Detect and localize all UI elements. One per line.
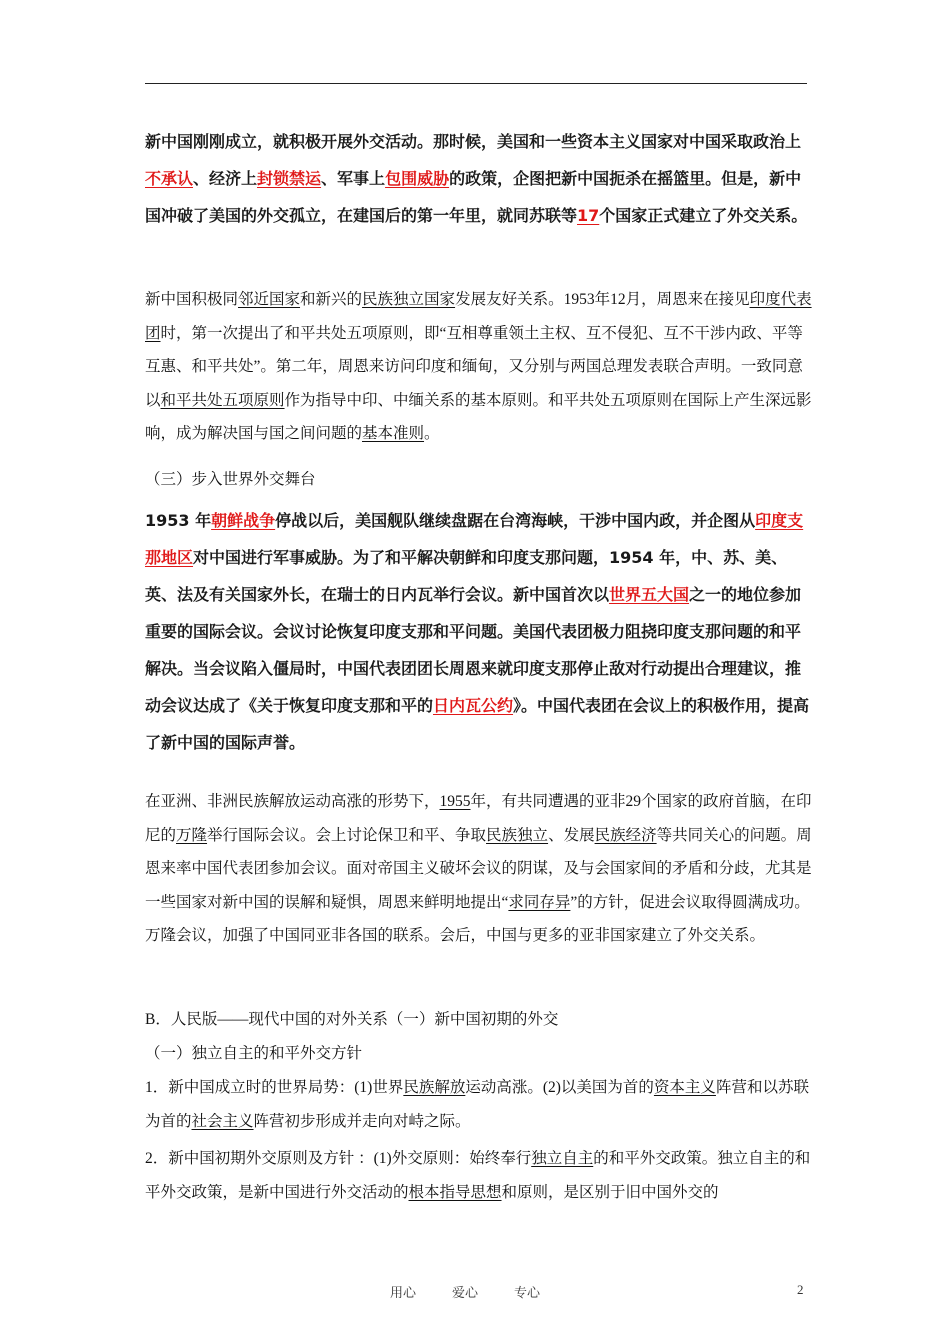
underlined-term: 民族独立国家 xyxy=(362,291,456,308)
text-run: 》。中国代表团在会议上的积极作用，提高了新中国的国际声誉。 xyxy=(145,696,810,752)
underlined-term: 民族独立 xyxy=(486,826,549,844)
keyword-blockade: 封锁禁运 xyxy=(257,169,322,188)
text-run: 停战以后，美国舰队继续盘踞在台湾海峡，干涉中国内政，并企图从 xyxy=(275,511,756,530)
section-b-title: B．人民版——现代中国的对外关系（一）新中国初期的外交 xyxy=(145,1011,559,1028)
text-run: 运动高涨。(2)以美国为首的 xyxy=(465,1079,654,1096)
underlined-term: 民族解放 xyxy=(403,1079,466,1096)
text-run: 1．新中国成立时的世界局势：(1)世界 xyxy=(145,1079,404,1096)
keyword-indochina: 印度支那地区 xyxy=(145,511,804,567)
footer-motto xyxy=(390,1282,576,1301)
keyword-17: 17 xyxy=(577,206,600,225)
text-run: 举行国际会议。会上讨论保卫和平、争取 xyxy=(207,826,487,844)
text-run: 。 xyxy=(424,425,440,442)
underlined-term: 资本主义 xyxy=(653,1079,716,1096)
header-rule xyxy=(145,83,807,84)
text-run: 和原则，是区别于旧中国外交的 xyxy=(501,1183,719,1201)
underlined-term: 社会主义 xyxy=(191,1112,254,1130)
underlined-term: 基本准则 xyxy=(362,425,425,442)
list-item-2 xyxy=(145,1142,815,1209)
text-run: 发展友好关系。1953年12月，周恩来在接见 xyxy=(455,291,750,308)
text-run: 之一的地位参加重要的国际会议。会议讨论恢复印度支那和平问题。美国代表团极力阻挠印度支那问题的和平解决。当会议陷入僵局时，中国代表团团长周恩来就印度支那停止敌对行动提出合理建议，推动会议达成了《关于恢复印度支那和平的 xyxy=(145,585,802,715)
keyword-geneva-accords: 日内瓦公约 xyxy=(433,696,514,715)
underlined-term: 根本指导思想 xyxy=(408,1183,502,1201)
text-run: 时，第一次提出了和平共处五项原则，即“互相尊重领土主权、互不侵犯、互不干涉内政、平等互惠、和平共处”。第二年，周恩来访问印度和缅甸，又分别与两国总理发表联合声明。一致同意以 xyxy=(145,324,803,409)
underlined-term: 求同存异 xyxy=(508,893,571,911)
underlined-term: 邻近国家 xyxy=(238,291,301,308)
underlined-term: 万隆 xyxy=(176,826,208,844)
keyword-korean-war: 朝鲜战争 xyxy=(211,511,276,530)
list-item-1 xyxy=(145,1071,815,1138)
section-heading-3: （三）步入世界外交舞台 xyxy=(145,471,316,488)
underlined-term: 独立自主 xyxy=(531,1150,594,1167)
text-run: 、发展 xyxy=(548,826,595,844)
page-number: 2 xyxy=(797,1282,804,1297)
footer-word: 专心 xyxy=(514,1285,541,1300)
footer-word: 用心 xyxy=(390,1285,417,1300)
text-run: 、经济上 xyxy=(193,169,258,188)
section-heading-1: （一）独立自主的和平外交方针 xyxy=(145,1045,363,1062)
text-run: 的政策，企图把新中国扼杀在摇篮里。但是，新中国冲破了美国的外交孤立，在建国后的第一年里，就同苏联等 xyxy=(145,169,802,225)
keyword-five-powers: 世界五大国 xyxy=(609,585,690,604)
text-run: 1953 年 xyxy=(145,511,212,530)
paragraph-diplomacy-start xyxy=(145,123,815,234)
underlined-term: 民族经济 xyxy=(594,826,657,844)
underlined-term: 1955 xyxy=(439,793,471,810)
text-run: 和新兴的 xyxy=(300,291,363,308)
text-run: 新中国刚刚成立，就积极开展外交活动。那时候，美国和一些资本主义国家对中国采取政治上 xyxy=(145,132,802,151)
paragraph-five-principles xyxy=(145,283,815,451)
text-run: 新中国积极同 xyxy=(145,291,239,308)
text-run: 在亚洲、非洲民族解放运动高涨的形势下， xyxy=(145,793,440,810)
text-run: 等共同关心的问题。周恩来率中国代表团参加会议。面对帝国主义破坏会议的阴谋，及与会国家间的矛盾和分歧，尤其是一些国家对新中国的误解和疑惧，周恩来鲜明地提出“ xyxy=(145,826,812,911)
text-run: 阵营和以苏联为首的 xyxy=(145,1079,809,1130)
keyword-not-recognize: 不承认 xyxy=(145,169,194,188)
text-run: 年，有共同遭遇的亚非29个国家的政府首脑，在印尼的 xyxy=(145,793,812,844)
underlined-term: 印度代表团 xyxy=(145,291,812,342)
paragraph-geneva xyxy=(145,502,815,761)
footer-word: 爱心 xyxy=(452,1285,479,1300)
text-run: 作为指导中印、中缅关系的基本原则。和平共处五项原则在国际上产生深远影响，成为解决国与国之间问题的 xyxy=(145,391,812,442)
text-run: 个国家正式建立了外交关系。 xyxy=(599,206,808,225)
paragraph-bandung xyxy=(145,785,815,953)
text-run: 对中国进行军事威胁。为了和平解决朝鲜和印度支那问题，1954 年，中、苏、美、英、法及有关国家外长，在瑞士的日内瓦举行会议。新中国首次以 xyxy=(145,548,788,604)
text-run: 2．新中国初期外交原则及方针 ：(1)外交原则：始终奉行 xyxy=(145,1150,532,1167)
text-run: 的和平外交政策。独立自主的和平外交政策，是新中国进行外交活动的 xyxy=(145,1150,811,1201)
text-run: 、军事上 xyxy=(321,169,386,188)
text-run: ”的方针，促进会议取得圆满成功。万隆会议，加强了中国同亚非各国的联系。会后，中国与更多的亚非国家建立了外交关系。 xyxy=(145,893,810,944)
keyword-encirclement: 包围威胁 xyxy=(385,169,450,188)
text-run: 阵营初步形成并走向对峙之际。 xyxy=(253,1112,471,1130)
underlined-term: 和平共处五项原则 xyxy=(160,391,285,409)
